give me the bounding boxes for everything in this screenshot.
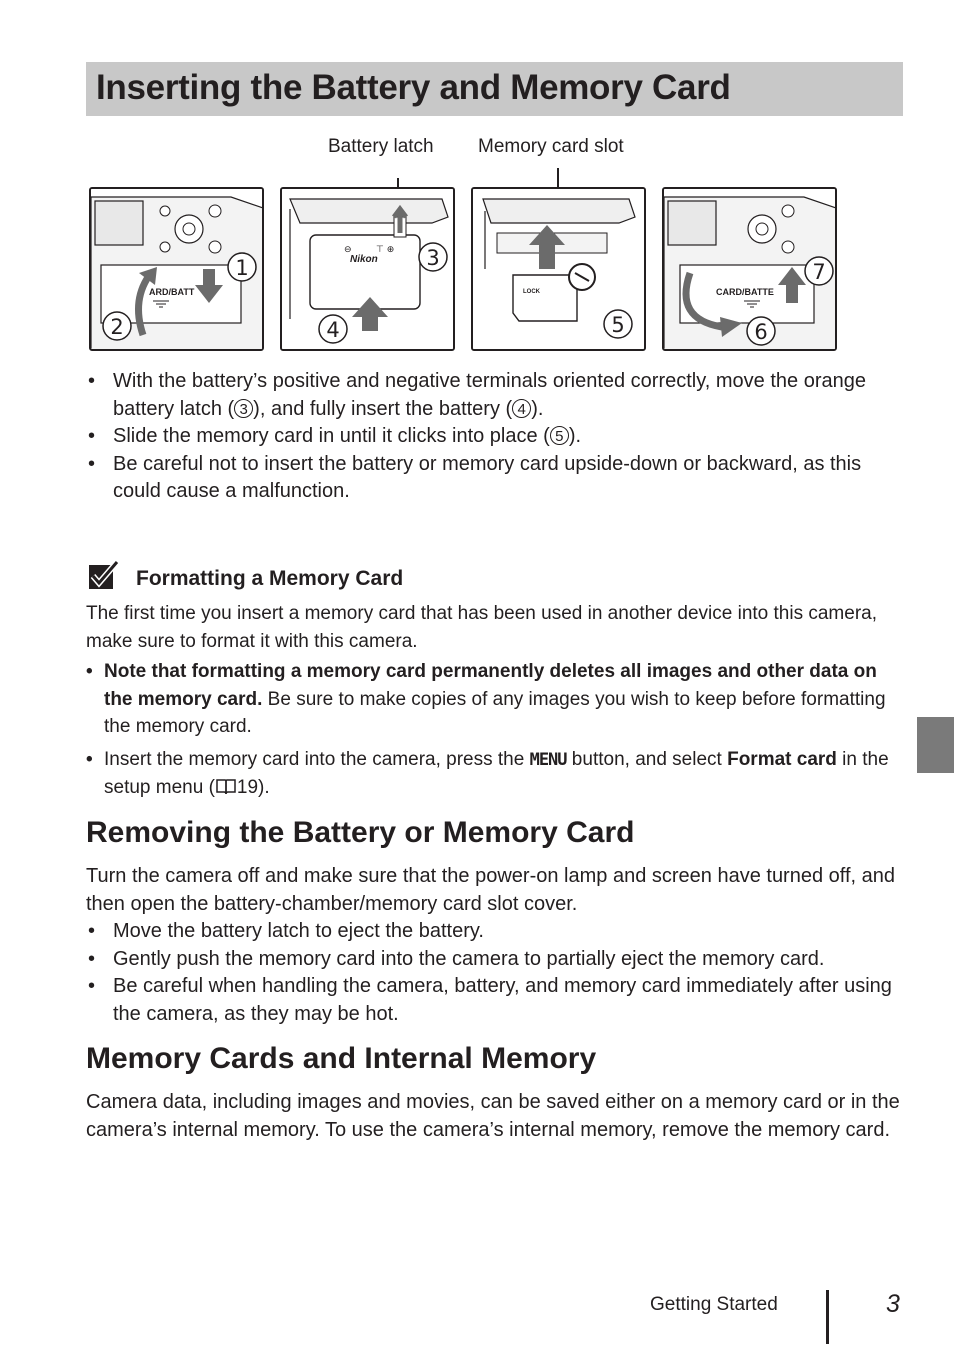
format-card-label: Format card (727, 748, 837, 770)
list-item: • Be careful when handling the camera, battery, and memory card immediately after using the camera, as they may be hot. (86, 973, 896, 1028)
figure-label-3: 3 (426, 246, 440, 270)
step-number-3: 3 (234, 399, 253, 418)
bullet-text: Be sure to make copies of any images you wish to keep before formatting the memory card. (104, 688, 886, 737)
bullet-text: Insert the memory card into the camera, press the (104, 748, 530, 770)
list-item: • Be careful not to insert the battery or memory card upside-down or backward, as this could cause a malfunction. (86, 451, 896, 506)
chapter-tab (917, 717, 954, 773)
note-title: Formatting a Memory Card (136, 567, 404, 590)
figure-open-cover (89, 187, 264, 351)
note-body: The first time you insert a memory card that has been used in another device into this camera, make sure to format it with this camera. (86, 603, 877, 652)
callout-battery-latch: Battery latch (328, 136, 434, 157)
section-heading-removing: Removing the Battery or Memory Card (86, 816, 635, 849)
svg-text:⊤ ⊕: ⊤ ⊕ (376, 245, 395, 255)
insert-bullet-list (86, 368, 896, 506)
footer-divider (826, 1290, 829, 1344)
bullet-text: ). (531, 397, 544, 420)
figure-card-batt-text-b: CARD/BATTE (716, 287, 774, 297)
figure-brand-text: Nikon (350, 254, 378, 265)
checkmark-note-icon (88, 561, 120, 591)
figure-card-batt-text-a: ARD/BATT (149, 287, 195, 297)
bullet-text: button, and select (566, 748, 728, 770)
book-reference-icon (215, 778, 237, 796)
note-bullet-list (86, 658, 906, 802)
list-item: • Gently push the memory card into the camera to partially eject the memory card. (86, 946, 896, 974)
footer-section-label: Getting Started (650, 1294, 778, 1315)
title-bar (86, 62, 903, 116)
bullet-text: in the setup menu ( (104, 748, 889, 798)
page-number: 3 (886, 1290, 900, 1318)
figure-label-7: 7 (812, 260, 826, 284)
list-item (86, 423, 896, 451)
figure-label-1: 1 (235, 256, 249, 280)
figure-label-4: 4 (326, 318, 340, 342)
bullet-text: ). (258, 777, 270, 798)
figure-label-2: 2 (110, 315, 124, 339)
bullet-text: ), and fully insert the battery ( (253, 397, 513, 420)
step-number-5: 5 (550, 426, 569, 445)
page-reference: 19 (236, 777, 259, 798)
figure-label-6: 6 (754, 320, 768, 344)
figure-lock-text: LOCK (523, 289, 540, 295)
list-item (86, 658, 906, 741)
section-heading-memory: Memory Cards and Internal Memory (86, 1042, 597, 1075)
callout-memory-card-slot: Memory card slot (478, 136, 624, 157)
list-item: • Move the battery latch to eject the battery. (86, 918, 896, 946)
page-title: Inserting the Battery and Memory Card (96, 68, 731, 107)
memory-body: Camera data, including images and movies, can be saved either on a memory card or in the camera’s internal memory. To use the camera’s internal memory, remove the memory card. (86, 1091, 900, 1141)
bullet-text: Slide the memory card in until it clicks into place ( (113, 425, 550, 447)
figure-label-5: 5 (611, 313, 625, 337)
warning-text: Note that formatting a memory card permanently deletes all images and other data on the memory card. (104, 661, 877, 710)
figure-insert-card (471, 187, 646, 351)
figure-close-cover (662, 187, 837, 351)
list-item (86, 368, 896, 423)
list-item (86, 746, 906, 802)
removing-intro: Turn the camera off and make sure that the power-on lamp and screen have turned off, and then open the battery-chamber/memory card slot cover. (86, 865, 896, 915)
bullet-text: ). (568, 425, 582, 447)
step-number-4: 4 (512, 399, 531, 418)
svg-text:⊖: ⊖ (344, 245, 352, 255)
removing-bullet-list (86, 918, 896, 1028)
figure-insert-battery (280, 187, 455, 351)
menu-button-glyph: MENU (529, 749, 567, 770)
bullet-text: With the battery’s positive and negative terminals oriented correctly, move the orange battery latch ( (113, 370, 866, 420)
